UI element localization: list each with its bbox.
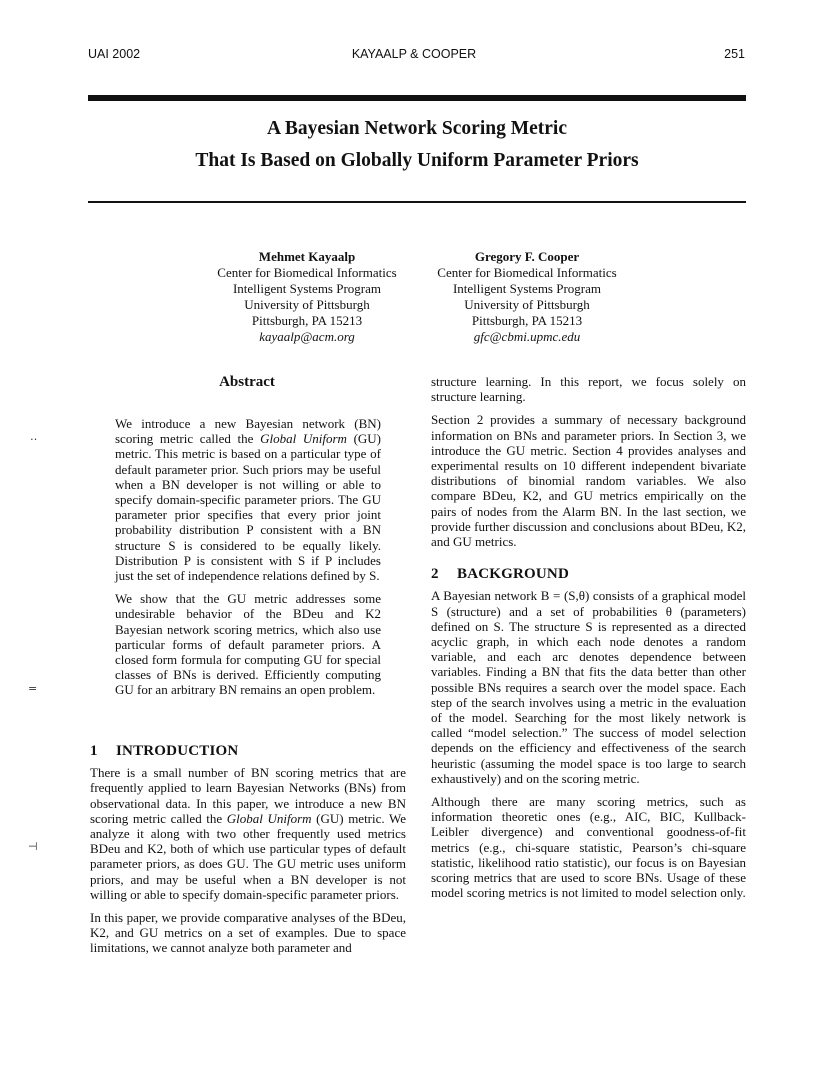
- author-email: gfc@cbmi.upmc.edu: [473, 329, 581, 344]
- author-block-1: [197, 249, 417, 345]
- outline-paragraph: Section 2 provides a summary of necessary background information on BNs and parameter priors. In Section 3, we introduce the GU metric. Section 4 provides analyses and experimental results on 10 different independent bivariate distributions of binomial random variables. We also compare BDeu, K2, and GU metrics empirically on the pairs of nodes from the Alarm BN. In the last section, we provide further discussion and conclusions about BDeu, K2, and GU metrics.: [431, 412, 746, 550]
- abstract-paragraph-1: We introduce a new Bayesian network (BN) scoring metric called the Global Uniform (GU) metric. This metric is based on a particular type of default parameter prior. Such priors may be useful when a BN developer is not willing or able to specify domain-specific parameter priors. The GU parameter prior specifies that every prior joint probability distribution P consistent with a BN structure S is considered to be equally likely. Distribution P is consistent with S if P includes just the set of independence relations defined by S.: [115, 416, 382, 584]
- intro-paragraph-2: In this paper, we provide comparative analyses of the BDeu, K2, and GU metrics on a set of examples. Due to space limitations, we cannot analyze both parameter and: [90, 910, 406, 956]
- title-top-rule: [88, 95, 746, 101]
- page-number: 251: [724, 47, 745, 61]
- running-header-authors: KAYAALP & COOPER: [351, 47, 477, 61]
- author-block-2: [417, 249, 637, 345]
- author-program: Intelligent Systems Program: [232, 281, 382, 296]
- abstract-heading: Abstract: [219, 374, 275, 390]
- continuation-paragraph: structure learning. In this report, we focus solely on structure learning.: [431, 374, 746, 405]
- author-name: Gregory F. Cooper: [474, 249, 580, 264]
- paper-title-line-2: That Is Based on Globally Uniform Parameter Priors: [195, 150, 639, 171]
- author-affiliation: Center for Biomedical Informatics: [437, 265, 617, 280]
- section-heading-background: 2 BACKGROUND: [431, 566, 570, 583]
- paper-title-line-1: A Bayesian Network Scoring Metric: [266, 118, 568, 139]
- introduction-section: [90, 744, 406, 964]
- abstract-body: [115, 416, 381, 706]
- author-university: University of Pittsburgh: [464, 297, 590, 312]
- author-affiliation: Center for Biomedical Informatics: [217, 265, 397, 280]
- author-university: University of Pittsburgh: [244, 297, 370, 312]
- author-name: Mehmet Kayaalp: [258, 249, 356, 264]
- author-email: kayaalp@acm.org: [259, 329, 355, 344]
- abstract-paragraph-2: We show that the GU metric addresses some undesirable behavior of the BDeu and K2 Bayesian network scoring metrics, which also use particular forms of default parameter priors. A closed form formula for computing GU for special classes of BNs is derived. Efficiently computing GU for an arbitrary BN remains an open problem.: [115, 591, 381, 698]
- author-address: Pittsburgh, PA 15213: [251, 313, 363, 328]
- margin-scan-mark: ‥: [30, 430, 38, 443]
- running-header-venue: UAI 2002: [88, 47, 141, 61]
- margin-scan-mark: =: [28, 682, 38, 695]
- right-column: [431, 374, 746, 909]
- margin-scan-mark: ⊣: [28, 840, 38, 853]
- background-paragraph-1: A Bayesian network B = (S,θ) consists of a graphical model S (structure) and a set of probabilities θ (parameters) defined on S. The structure S is represented as a directed acyclic graph, in which each node denotes a random variable, and each arc denotes dependence between variables. Finding a BN that fits the data better than other possible BNs requires a search over the model space. Each step of the search involves using a metric in the evaluation of the model. Searching for the most likely network is called “model selection.” The success of model selection depends on the efficiency and effectiveness of the search heuristic (assuming the model space is too large to search exhaustively) and on the scoring metric.: [431, 588, 746, 786]
- author-program: Intelligent Systems Program: [452, 281, 602, 296]
- title-bottom-rule: [88, 201, 746, 203]
- section-heading-introduction: 1 INTRODUCTION: [90, 743, 239, 759]
- intro-paragraph-1: There is a small number of BN scoring metrics that are frequently applied to learn Bayesian Networks (BNs) from observational data. In this paper, we introduce a new BN scoring metric called the Global Uniform (GU) metric. We analyze it along with two other frequently used metrics BDeu and K2, both of which use particular types of default parameter priors, as does GU. The GU metric uses uniform priors, and may be useful when a BN developer is not willing or able to specify domain-specific parameter priors.: [90, 765, 407, 902]
- background-paragraph-2: Although there are many scoring metrics, such as information theoretic ones (e.g., AIC, BIC, Kullback-Leibler divergence) and conventional goodness-of-fit metrics (e.g., chi-square statistic, Pearson’s chi-square statistic, likelihood ratio statistic), our focus is on Bayesian scoring metrics that are used to score BNs. Usage of these model scoring metrics is not limited to model selection only.: [431, 794, 746, 901]
- author-address: Pittsburgh, PA 15213: [471, 313, 583, 328]
